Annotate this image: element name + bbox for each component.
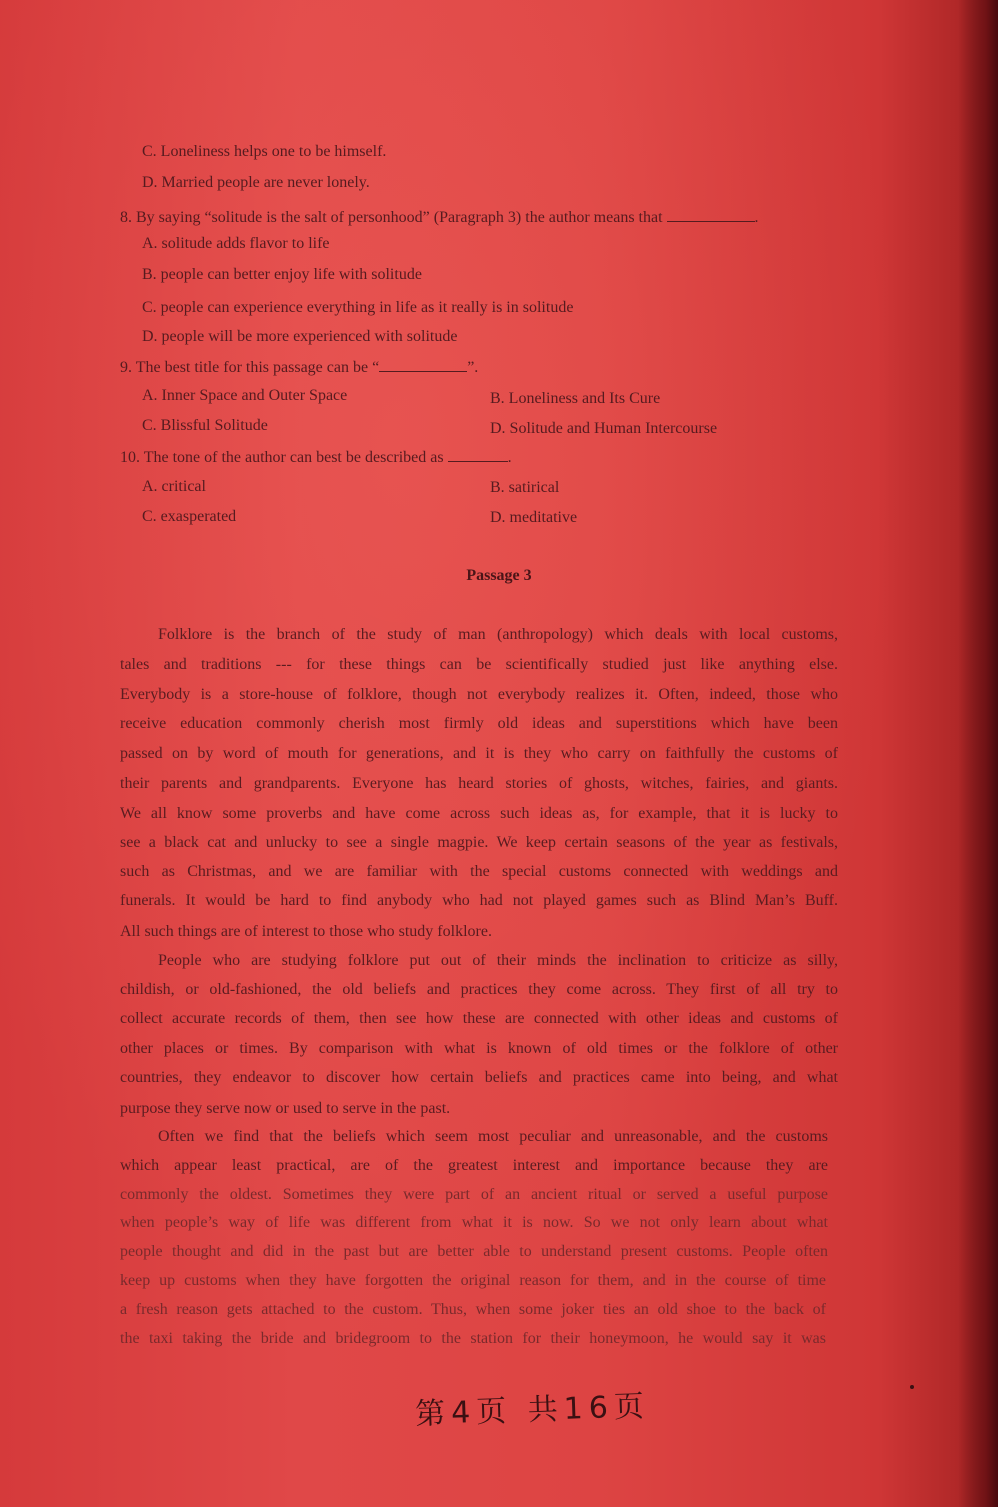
- page-edge-shadow: [958, 0, 998, 1507]
- q10-stem-text: 10. The tone of the author can best be described as: [120, 449, 444, 466]
- q9-stem: [120, 357, 478, 378]
- q10-stem-end: .: [507, 449, 512, 466]
- p1-line: Everybody is a store-house of folklore, though not everybody realizes it. Often, indeed, those who: [120, 686, 838, 703]
- q8-option-d: D. people will be more experienced with solitude: [142, 328, 458, 345]
- p3-line: the taxi taking the bride and bridegroom to the station for their honeymoon, he would say it was: [120, 1330, 826, 1347]
- handwritten-page-number: 第4页 共16页: [414, 1388, 651, 1433]
- q9-option-c: C. Blissful Solitude: [142, 417, 268, 434]
- p1-line: Folklore is the branch of the study of man (anthropology) which deals with local customs,: [158, 626, 838, 643]
- p1-line: We all know some proverbs and have come across such ideas as, for example, that it is lucky to: [120, 805, 838, 822]
- p3-line: a fresh reason gets attached to the custom. Thus, when some joker ties an old shoe to the back of: [120, 1301, 826, 1318]
- q10-answer-blank: [448, 447, 508, 462]
- p3-line: when people’s way of life was different from what it is now. So we not only learn about what: [120, 1214, 828, 1231]
- p3-line: keep up customs when they have forgotten the original reason for them, and in the course of time: [120, 1272, 826, 1289]
- q8-stem-text: 8. By saying “solitude is the salt of personhood” (Paragraph 3) the author means that: [120, 209, 663, 226]
- ink-dot: [910, 1385, 914, 1389]
- q8-answer-blank: [667, 207, 755, 222]
- p1-line: funerals. It would be hard to find anybody who had not played games such as Blind Man’s Buff.: [120, 892, 838, 909]
- q9-option-a: A. Inner Space and Outer Space: [142, 387, 348, 404]
- p3-line: commonly the oldest. Sometimes they were part of an ancient ritual or served a useful purpose: [120, 1186, 828, 1203]
- p2-line: collect accurate records of them, then see how these are connected with other ideas and customs of: [120, 1010, 838, 1027]
- q10-stem: [120, 447, 512, 468]
- p1-line: receive education commonly cherish most firmly old ideas and superstitions which have been: [120, 715, 838, 732]
- p2-line: childish, or old-fashioned, the old beliefs and practices they come across. They first of all try to: [120, 981, 838, 998]
- q8-option-a: A. solitude adds flavor to life: [142, 235, 330, 252]
- q9-stem-end: ”.: [467, 359, 479, 376]
- q9-stem-text: 9. The best title for this passage can be “: [120, 359, 380, 376]
- p3-line: Often we find that the beliefs which seem most peculiar and unreasonable, and the customs: [158, 1128, 828, 1145]
- q7-option-c: C. Loneliness helps one to be himself.: [142, 143, 387, 160]
- p2-line: People who are studying folklore put out of their minds the inclination to criticize as silly,: [158, 952, 838, 969]
- q7-option-d: D. Married people are never lonely.: [142, 174, 370, 191]
- q10-option-d: D. meditative: [490, 509, 578, 526]
- p2-line: countries, they endeavor to discover how certain beliefs and practices came into being, and what: [120, 1069, 838, 1086]
- q9-option-d: D. Solitude and Human Intercourse: [490, 420, 718, 437]
- q9-option-b: B. Loneliness and Its Cure: [490, 390, 661, 407]
- p1-line: such as Christmas, and we are familiar with the special customs connected with weddings and: [120, 863, 838, 880]
- p1-line: tales and traditions --- for these things can be scientifically studied just like anything else.: [120, 656, 838, 673]
- q10-option-b: B. satirical: [490, 479, 560, 496]
- p1-line: passed on by word of mouth for generations, and it is they who carry on faithfully the customs of: [120, 745, 838, 762]
- q8-stem-end: .: [754, 209, 759, 226]
- q8-option-b: B. people can better enjoy life with solitude: [142, 266, 422, 283]
- q8-option-c: C. people can experience everything in life as it really is in solitude: [142, 299, 574, 316]
- p3-line: which appear least practical, are of the greatest interest and importance because they are: [120, 1157, 828, 1174]
- q10-option-a: A. critical: [142, 478, 206, 495]
- p3-line: people thought and did in the past but are better able to understand present customs. People often: [120, 1243, 828, 1260]
- p2-line: purpose they serve now or used to serve in the past.: [120, 1100, 451, 1117]
- p2-line: other places or times. By comparison with what is known of old times or the folklore of other: [120, 1040, 838, 1057]
- p1-line: All such things are of interest to those who study folklore.: [120, 923, 492, 940]
- p1-line: see a black cat and unlucky to see a single magpie. We keep certain seasons of the year as festivals,: [120, 834, 838, 851]
- q9-answer-blank: [379, 357, 467, 372]
- passage-heading: Passage 3: [466, 567, 532, 584]
- q10-option-c: C. exasperated: [142, 508, 237, 525]
- p1-line: their parents and grandparents. Everyone has heard stories of ghosts, witches, fairies, and giants.: [120, 775, 838, 792]
- q8-stem: [120, 207, 759, 228]
